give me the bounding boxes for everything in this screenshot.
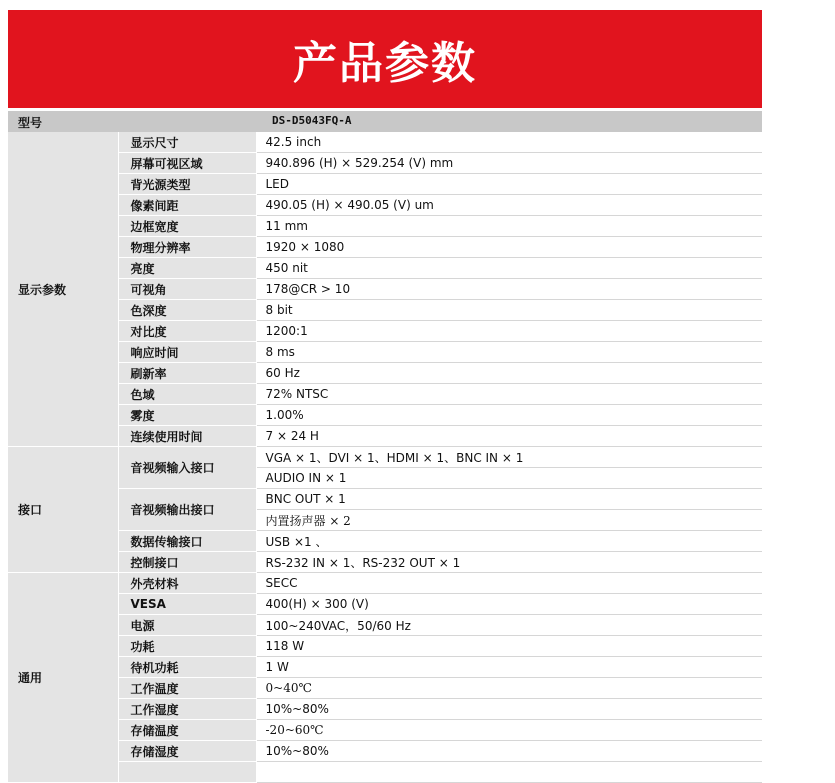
table-row (8, 762, 762, 783)
spec-key: 电源 (118, 615, 256, 636)
table-row (8, 405, 762, 426)
spec-value: 178@CR > 10 (256, 279, 762, 300)
spec-key: 连续使用时间 (118, 426, 256, 447)
table-row (8, 321, 762, 342)
spec-key: 雾度 (118, 405, 256, 426)
spec-key: 边框宽度 (118, 216, 256, 237)
table-row (8, 720, 762, 741)
table-row (8, 279, 762, 300)
spec-value: 450 nit (256, 258, 762, 279)
spec-key: 存储温度 (118, 720, 256, 741)
spec-value: 11 mm (256, 216, 762, 237)
table-row (8, 741, 762, 762)
spec-key: 控制接口 (118, 552, 256, 573)
spec-value: 8 ms (256, 342, 762, 363)
spec-value: SECC (256, 573, 762, 594)
table-row (8, 594, 762, 615)
table-row (8, 531, 762, 552)
spec-key: VESA (118, 594, 256, 615)
spec-value: -20~60℃ (256, 720, 762, 741)
table-row (8, 384, 762, 405)
spec-value: 490.05 (H) × 490.05 (V) um (256, 195, 762, 216)
spec-key: 像素间距 (118, 195, 256, 216)
spec-value: 内置扬声器 × 2 (256, 510, 762, 531)
spec-key: 工作温度 (118, 678, 256, 699)
spec-value: AUDIO IN × 1 (256, 468, 762, 489)
category-display: 显示参数 (8, 132, 118, 447)
spec-key: 显示尺寸 (118, 132, 256, 153)
table-row (8, 132, 762, 153)
spec-key: 工作湿度 (118, 699, 256, 720)
spec-value: 42.5 inch (256, 132, 762, 153)
table-row (8, 195, 762, 216)
spec-key: 色深度 (118, 300, 256, 321)
spec-value: 8 bit (256, 300, 762, 321)
spec-value: 7 × 24 H (256, 426, 762, 447)
table-row (8, 489, 762, 510)
spec-value: BNC OUT × 1 (256, 489, 762, 510)
spec-value: 1200:1 (256, 321, 762, 342)
spec-value: 1.00% (256, 405, 762, 426)
spec-value: 940.896 (H) × 529.254 (V) mm (256, 153, 762, 174)
spec-table (8, 132, 762, 783)
spec-key: 屏幕可视区域 (118, 153, 256, 174)
table-row (8, 552, 762, 573)
spec-key: 待机功耗 (118, 657, 256, 678)
table-row (8, 216, 762, 237)
spec-key-cutoff (118, 762, 256, 783)
spec-value: USB ×1 、 (256, 531, 762, 552)
table-row (8, 636, 762, 657)
spec-value: 118 W (256, 636, 762, 657)
table-row (8, 153, 762, 174)
model-label: 型号 (18, 116, 43, 130)
category-general: 通用 (8, 573, 118, 783)
table-row (8, 447, 762, 468)
table-row (8, 258, 762, 279)
spec-value: 1 W (256, 657, 762, 678)
spec-value: 100~240VAC，50/60 Hz (256, 615, 762, 636)
spec-value: 0~40℃ (256, 678, 762, 699)
table-row (8, 678, 762, 699)
spec-value: 1920 × 1080 (256, 237, 762, 258)
spec-key: 亮度 (118, 258, 256, 279)
table-row (8, 300, 762, 321)
page-title: 产品参数 (8, 10, 762, 108)
spec-key: 物理分辨率 (118, 237, 256, 258)
table-row (8, 342, 762, 363)
spec-value: 10%~80% (256, 741, 762, 762)
spec-key: 刷新率 (118, 363, 256, 384)
spec-value: 72% NTSC (256, 384, 762, 405)
spec-key: 背光源类型 (118, 174, 256, 195)
table-row (8, 426, 762, 447)
spec-value-cutoff (256, 762, 762, 783)
category-interface: 接口 (8, 447, 118, 573)
spec-key: 外壳材料 (118, 573, 256, 594)
spec-value: 60 Hz (256, 363, 762, 384)
spec-value: LED (256, 174, 762, 195)
table-row (8, 699, 762, 720)
spec-value: 400(H) × 300 (V) (256, 594, 762, 615)
spec-value: 10%~80% (256, 699, 762, 720)
spec-key: 可视角 (118, 279, 256, 300)
spec-key: 数据传输接口 (118, 531, 256, 552)
spec-key: 对比度 (118, 321, 256, 342)
spec-key: 色域 (118, 384, 256, 405)
table-row (8, 615, 762, 636)
spec-key: 存储湿度 (118, 741, 256, 762)
model-row (8, 111, 762, 132)
model-value: DS-D5043FQ-A (272, 114, 352, 127)
spec-sheet (8, 10, 762, 783)
table-row (8, 573, 762, 594)
spec-key: 音视频输出接口 (118, 489, 256, 531)
spec-key: 功耗 (118, 636, 256, 657)
table-row (8, 174, 762, 195)
table-row (8, 237, 762, 258)
spec-value: RS-232 IN × 1、RS-232 OUT × 1 (256, 552, 762, 573)
table-row (8, 363, 762, 384)
spec-key: 音视频输入接口 (118, 447, 256, 489)
spec-key: 响应时间 (118, 342, 256, 363)
table-row (8, 657, 762, 678)
spec-value: VGA × 1、DVI × 1、HDMI × 1、BNC IN × 1 (256, 447, 762, 468)
